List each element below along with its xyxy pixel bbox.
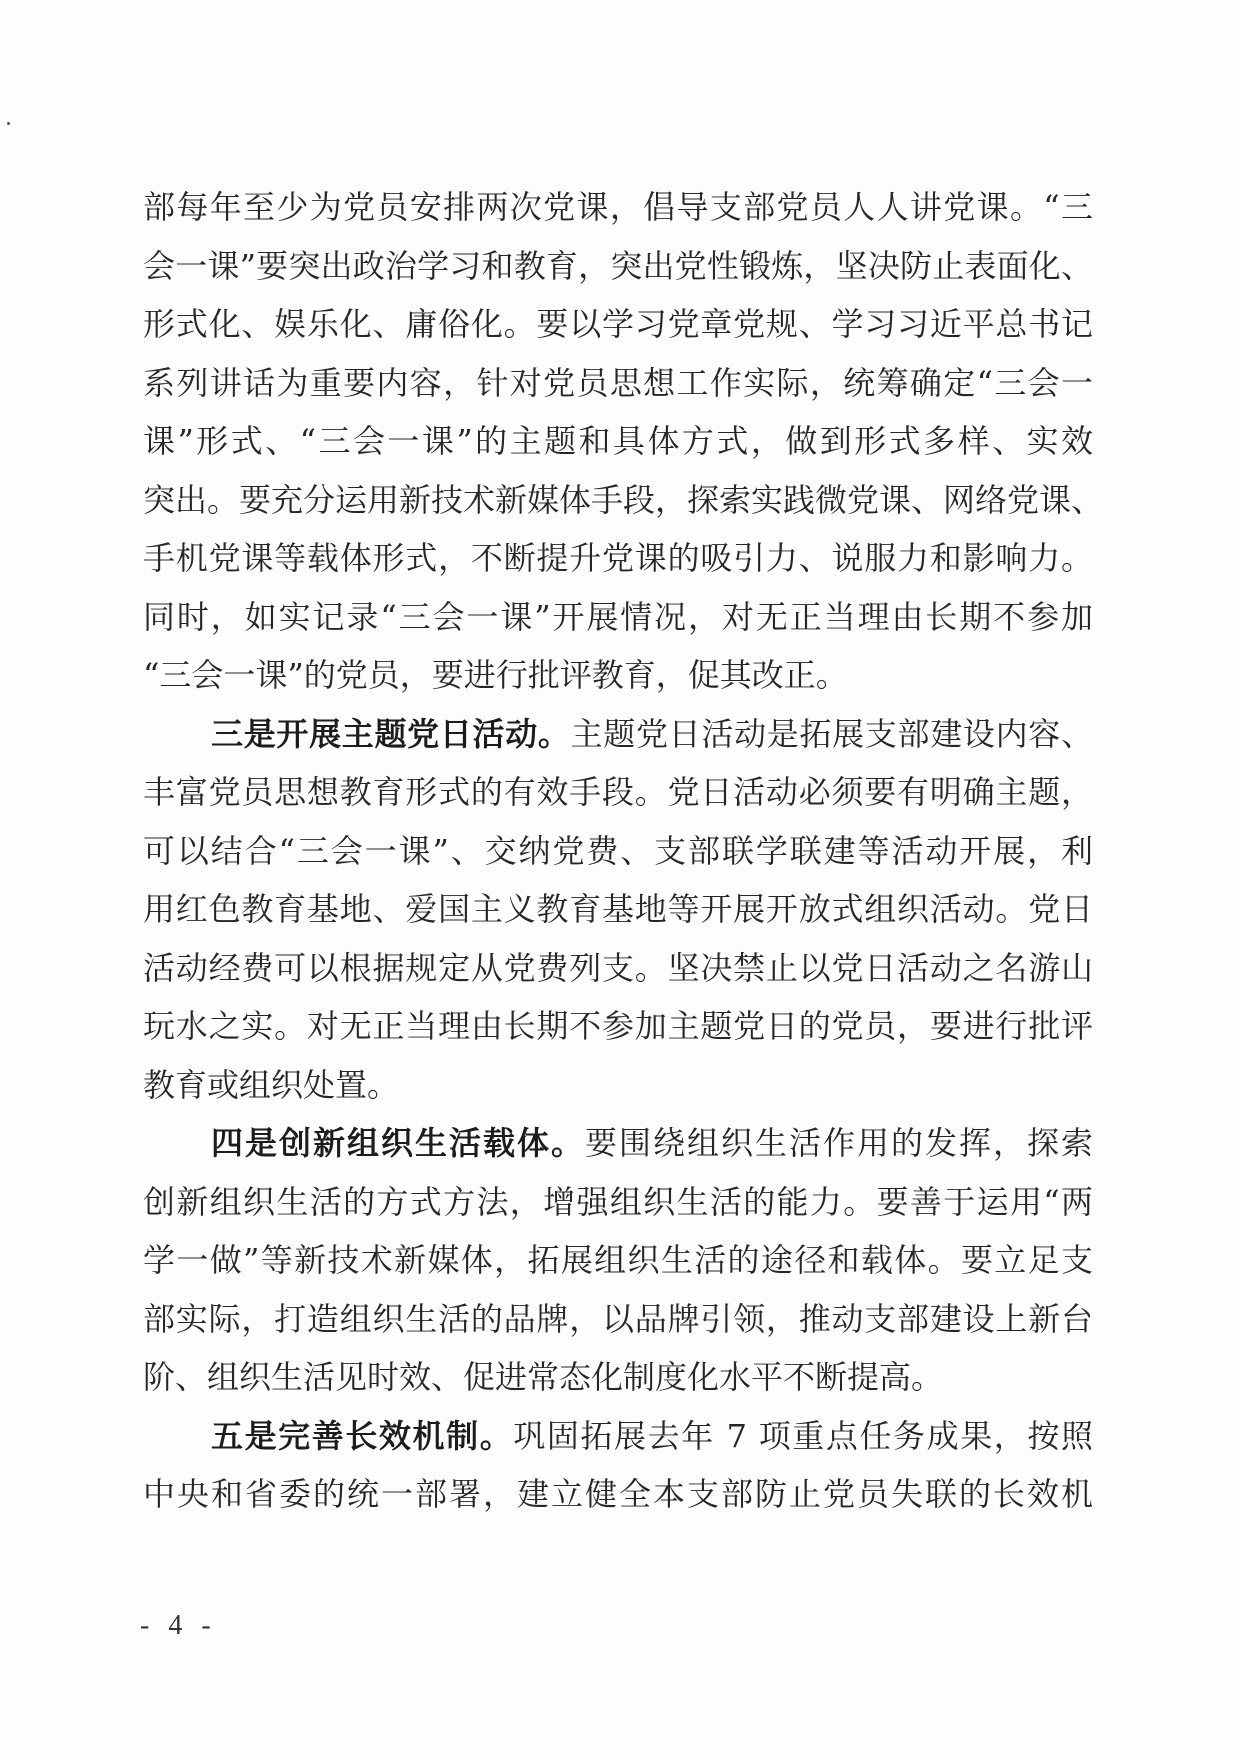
paragraph-3	[143, 1114, 1093, 1407]
page-number: - 4 -	[140, 1610, 217, 1641]
text-line: 会一课”要突出政治学习和教育，突出党性锻炼，坚决防止表面化、	[143, 246, 1093, 285]
text-line: 中央和省委的统一部署，建立健全本支部防止党员失联的长效机	[143, 1475, 1093, 1513]
text-line: 形式化、娱乐化、庸俗化。要以学习党章党规、学习习近平总书记	[143, 305, 1093, 343]
text-line: 活动经费可以根据规定从党费列支。坚决禁止以党日活动之名游山	[143, 948, 1093, 987]
paragraph-2	[143, 705, 1093, 1115]
section-heading-5: 五是完善长效机制。	[211, 1416, 514, 1455]
text-line: 用红色教育基地、爱国主义教育基地等开展开放式组织活动。党日	[143, 890, 1093, 928]
text-line: 系列讲话为重要内容，针对党员思想工作实际，统筹确定“三会一	[143, 363, 1093, 402]
text-line: 突出。要充分运用新技术新媒体手段，探索实践微党课、网络党课、	[143, 480, 1104, 519]
paragraph-1	[143, 178, 1104, 705]
text-run: 主题党日活动是拓展支部建设内容、	[570, 714, 1093, 753]
text-line: 丰富党员思想教育形式的有效手段。党日活动必须要有明确主题，	[143, 773, 1093, 811]
text-line: 手机党课等载体形式，不断提升党课的吸引力、说服力和影响力。	[143, 539, 1093, 577]
section-heading-4: 四是创新组织生活载体。	[211, 1124, 585, 1162]
text-line: 学一做”等新技术新媒体，拓展组织生活的途径和载体。要立足支	[143, 1241, 1093, 1279]
text-line	[143, 1407, 1093, 1466]
text-line: “三会一课”的党员，要进行批评教育，促其改正。	[143, 656, 848, 694]
document-body	[143, 178, 1104, 1524]
text-line: 创新组织生活的方式方法，增强组织生活的能力。要善于运用“两	[143, 1182, 1093, 1221]
text-line	[143, 705, 1093, 764]
text-run: 要围绕组织生活作用的发挥，探索	[585, 1124, 1093, 1162]
text-line	[143, 1114, 1093, 1173]
scan-artifact	[7, 122, 10, 125]
text-line: 部实际，打造组织生活的品牌，以品牌引领，推动支部建设上新台	[143, 1299, 1093, 1338]
text-line: 同时，如实记录“三会一课”开展情况，对无正当理由长期不参加	[143, 597, 1093, 636]
text-line: 阶、组织生活见时效、促进常态化制度化水平不断提高。	[143, 1358, 944, 1396]
text-line: 课”形式、“三会一课”的主题和具体方式，做到形式多样、实效	[143, 422, 1093, 460]
paragraph-4	[143, 1407, 1093, 1524]
text-line: 部每年至少为党员安排两次党课，倡导支部党员人人讲党课。“三	[143, 188, 1093, 226]
text-line: 可以结合“三会一课”、交纳党费、支部联学联建等活动开展，利	[143, 831, 1093, 870]
text-line: 玩水之实。对无正当理由长期不参加主题党日的党员，要进行批评	[143, 1007, 1093, 1045]
text-run: 巩固拓展去年 7 项重点任务成果，按照	[513, 1416, 1093, 1455]
text-line: 教育或组织处置。	[143, 1065, 400, 1104]
section-heading-3: 三是开展主题党日活动。	[211, 714, 571, 753]
